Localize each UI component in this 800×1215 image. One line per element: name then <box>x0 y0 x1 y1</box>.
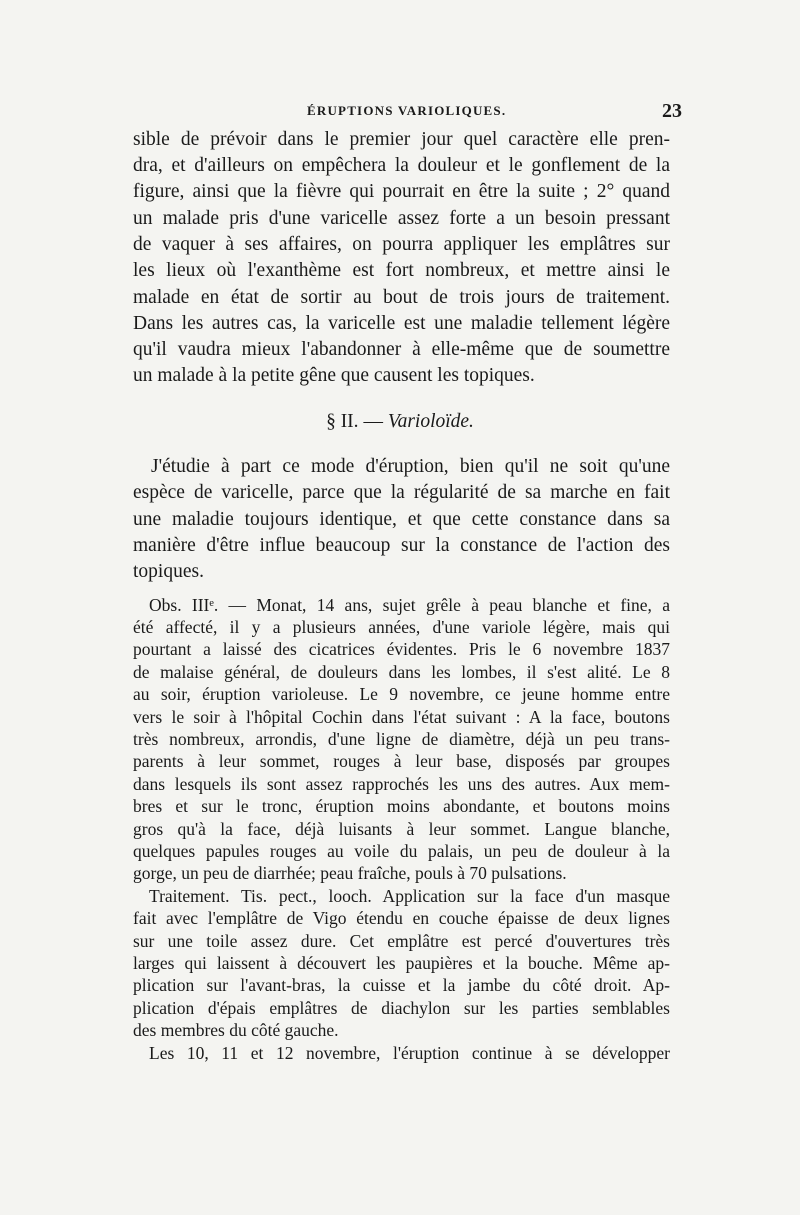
text-line: larges qui laissent à découvert les paupières et la bouche. Même ap- <box>133 953 670 973</box>
text-line: topiques. <box>133 561 204 582</box>
text-line: gorge, un peu de diarrhée; peau fraîche, pouls à 70 pulsations. <box>133 863 567 883</box>
page-header <box>125 100 682 125</box>
text-line: malade en état de sortir au bout de trois jours de traitement. <box>133 287 670 308</box>
text-line: figure, ainsi que la fièvre qui pourrait en être la suite ; 2° quand <box>133 181 670 202</box>
text-line: un malade pris d'une varicelle assez forte a un besoin pressant <box>133 208 670 229</box>
section-dash: — <box>363 411 383 432</box>
text-line: manière d'être influe beaucoup sur la constance de l'action des <box>133 535 670 556</box>
text-line: vers le soir à l'hôpital Cochin dans l'état suivant : A la face, boutons <box>133 707 670 727</box>
text-line: Dans les autres cas, la varicelle est une maladie tellement légère <box>133 313 670 334</box>
text-line: espèce de varicelle, parce que la régularité de sa marche en fait <box>133 482 670 503</box>
text-line: Les 10, 11 et 12 novembre, l'éruption continue à se développer <box>149 1043 670 1063</box>
text-line: des membres du côté gauche. <box>133 1020 339 1040</box>
text-line: été affecté, il y a plusieurs années, d'une variole légère, mais qui <box>133 617 670 637</box>
text-line: dans lesquels ils sont assez rapprochés les uns des autres. Aux mem- <box>133 774 670 794</box>
text-line: dra, et d'ailleurs on empêchera la douleur et le gonflement de la <box>133 155 670 176</box>
section-title: Varioloïde. <box>387 411 474 432</box>
text-line: de malaise général, de douleurs dans les lombes, il s'est alité. Le 8 <box>133 662 670 682</box>
running-title: ÉRUPTIONS VARIOLIQUES. <box>307 103 507 118</box>
text-line: plication sur l'avant-bras, la cuisse et la jambe du côté droit. Ap- <box>133 975 670 995</box>
page-number: 23 <box>662 100 682 122</box>
text-line: parents à leur sommet, rouges à leur base, disposés par groupes <box>133 751 670 771</box>
text-line: fait avec l'emplâtre de Vigo étendu en couche épaisse de deux lignes <box>133 908 670 928</box>
text-line: très nombreux, arrondis, d'une ligne de diamètre, déjà un peu trans- <box>133 729 670 749</box>
text-line: gros qu'à la face, déjà luisants à leur sommet. Langue blanche, <box>133 819 670 839</box>
text-line: quelques papules rouges au voile du palais, un peu de douleur à la <box>133 841 670 861</box>
text-line: les lieux où l'exanthème est fort nombreux, et mettre ainsi le <box>133 260 670 281</box>
text-line: plication d'épais emplâtres de diachylon sur les parties semblables <box>133 998 670 1018</box>
text-line: Obs. IIIᵉ. — Monat, 14 ans, sujet grêle à peau blanche et fine, a <box>149 595 670 615</box>
text-line: au soir, éruption varioleuse. Le 9 novembre, ce jeune homme entre <box>133 684 670 704</box>
text-line: J'étudie à part ce mode d'éruption, bien qu'il ne soit qu'une <box>151 456 670 477</box>
section-number: § II. <box>326 411 359 432</box>
text-line: un malade à la petite gêne que causent les topiques. <box>133 365 535 386</box>
text-line: qu'il vaudra mieux l'abandonner à elle-même que de soumettre <box>133 339 670 360</box>
text-line: sible de prévoir dans le premier jour quel caractère elle pren- <box>133 129 670 150</box>
text-line: pourtant a laissé des cicatrices évidentes. Pris le 6 novembre 1837 <box>133 639 670 659</box>
text-line: une maladie toujours identique, et que cette constance dans sa <box>133 509 670 530</box>
text-line: bres et sur le tronc, éruption moins abondante, et boutons moins <box>133 796 670 816</box>
text-line: Traitement. Tis. pect., looch. Application sur la face d'un masque <box>149 886 670 906</box>
text-line: de vaquer à ses affaires, on pourra appliquer les emplâtres sur <box>133 234 670 255</box>
text-line: sur une toile assez dure. Cet emplâtre est percé d'ouvertures très <box>133 931 670 951</box>
section-heading <box>0 411 800 433</box>
